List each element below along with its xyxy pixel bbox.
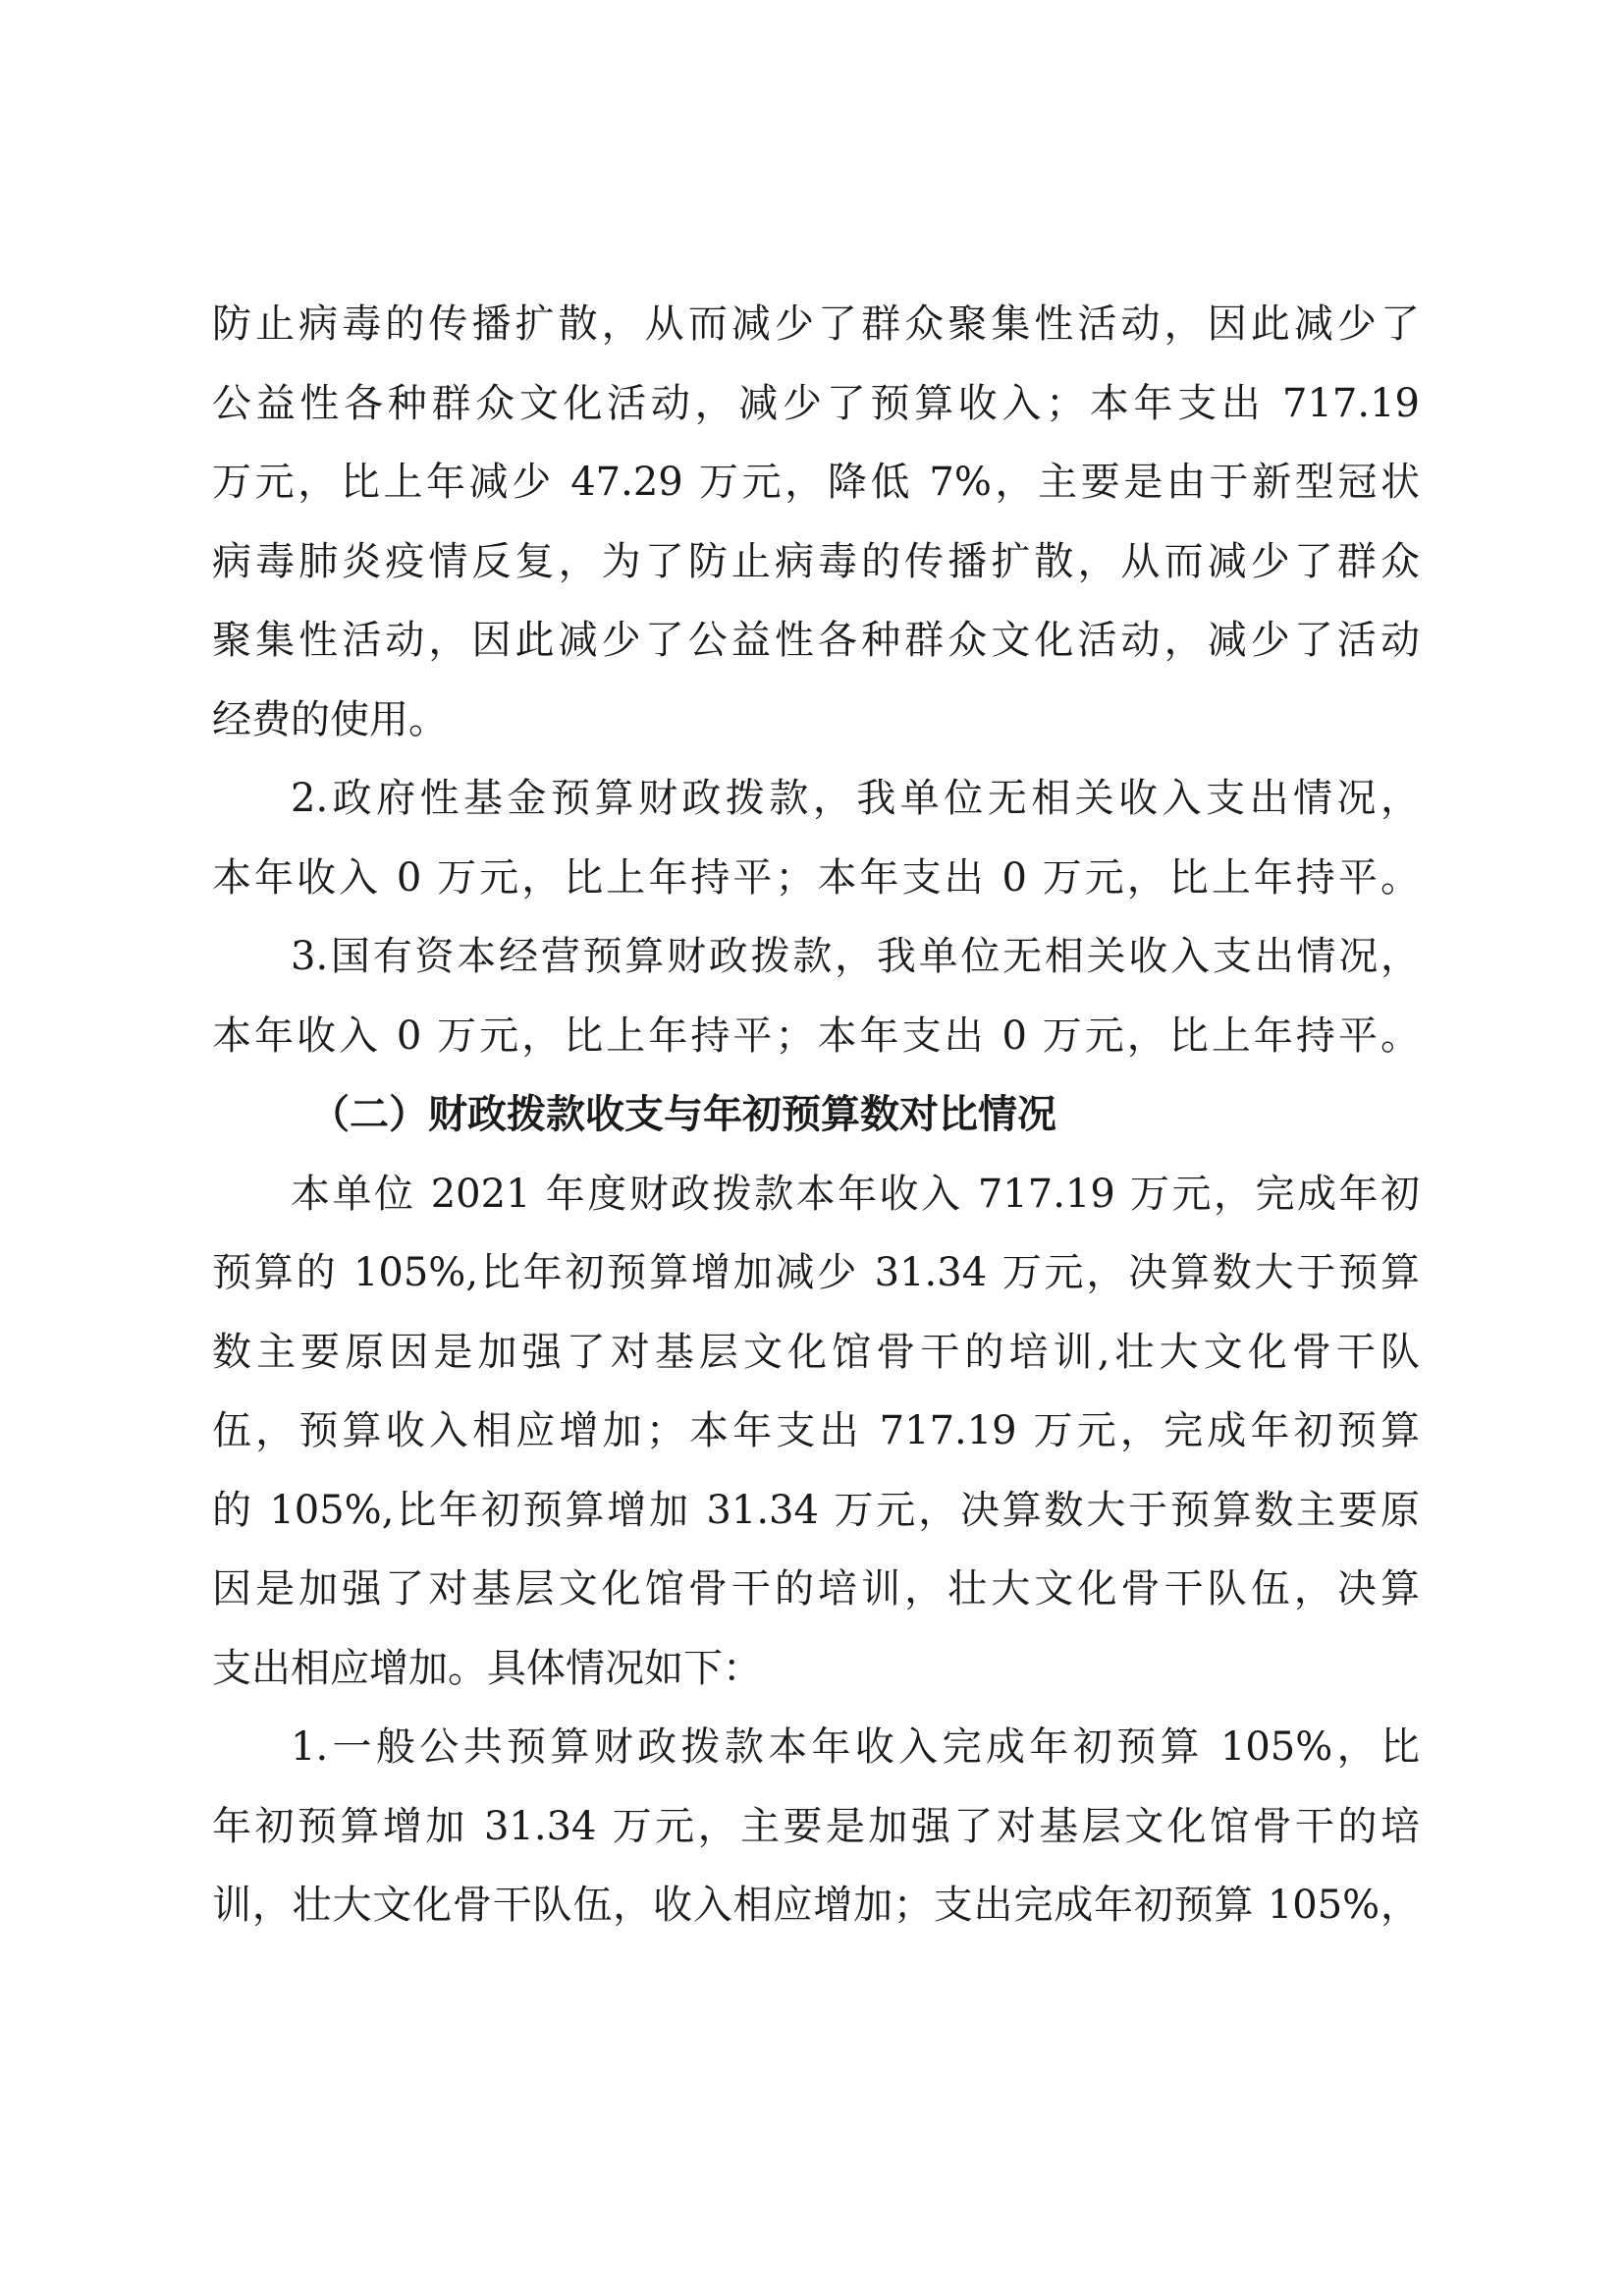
paragraph-line: 本年收入 0 万元，比上年持平；本年支出 0 万元，比上年持平。 bbox=[212, 1012, 1420, 1059]
paragraph-line: 公益性各种群众文化活动，减少了预算收入；本年支出 717.19 bbox=[212, 380, 1420, 426]
document-body bbox=[212, 285, 1420, 1945]
paragraph-line: 防止病毒的传播扩散，从而减少了群众聚集性活动，因此减少了 bbox=[212, 301, 1420, 347]
paragraph-line: 经费的使用。 bbox=[212, 696, 448, 742]
section-heading: （二）财政拨款收支与年初预算数对比情况 bbox=[310, 1091, 1056, 1137]
paragraph-line: 支出相应增加。具体情况如下： bbox=[212, 1645, 762, 1691]
paragraph-line: 本单位 2021 年度财政拨款本年收入 717.19 万元，完成年初 bbox=[291, 1171, 1420, 1217]
paragraph-line: 病毒肺炎疫情反复，为了防止病毒的传播扩散，从而减少了群众 bbox=[212, 538, 1420, 584]
paragraph-line: 万元，比上年减少 47.29 万元，降低 7%，主要是由于新型冠状 bbox=[212, 460, 1420, 505]
paragraph-line: 因是加强了对基层文化馆骨干的培训，壮大文化骨干队伍，决算 bbox=[212, 1566, 1420, 1612]
paragraph-line: 伍，预算收入相应增加；本年支出 717.19 万元，完成年初预算 bbox=[212, 1408, 1420, 1453]
paragraph-line: 预算的 105%,比年初预算增加减少 31.34 万元，决算数大于预算 bbox=[212, 1250, 1420, 1295]
paragraph-line: 数主要原因是加强了对基层文化馆骨干的培训,壮大文化骨干队 bbox=[212, 1329, 1420, 1375]
paragraph-line: 的 105%,比年初预算增加 31.34 万元，决算数大于预算数主要原 bbox=[212, 1487, 1420, 1533]
paragraph-line: 3.国有资本经营预算财政拨款，我单位无相关收入支出情况， bbox=[291, 934, 1420, 979]
paragraph-line: 训，壮大文化骨干队伍，收入相应增加；支出完成年初预算 105%， bbox=[212, 1883, 1420, 1928]
paragraph-line: 1.一般公共预算财政拨款本年收入完成年初预算 105%，比 bbox=[291, 1724, 1420, 1770]
paragraph-line: 2.政府性基金预算财政拨款，我单位无相关收入支出情况， bbox=[291, 776, 1420, 821]
paragraph-line: 聚集性活动，因此减少了公益性各种群众文化活动，减少了活动 bbox=[212, 618, 1420, 663]
paragraph-line: 年初预算增加 31.34 万元，主要是加强了对基层文化馆骨干的培 bbox=[212, 1803, 1420, 1849]
paragraph-line: 本年收入 0 万元，比上年持平；本年支出 0 万元，比上年持平。 bbox=[212, 854, 1420, 901]
